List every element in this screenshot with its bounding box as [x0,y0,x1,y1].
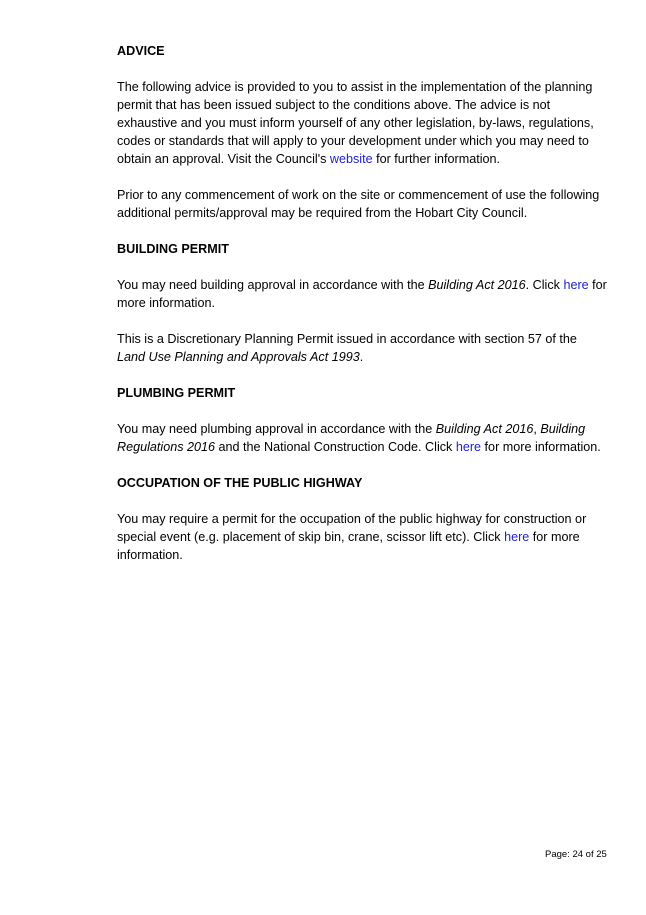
building-permit-paragraph [117,276,607,312]
advice-text-end: for further information. [372,152,500,166]
land-use-act-title: Land Use Planning and Approvals Act 1993 [117,350,360,364]
discretionary-permit-text-end: . [359,350,364,364]
building-act-title: Building Act 2016 [428,278,526,292]
advice-text: The following advice is provided to you to assist in the implementation of the planning permit that has been issued subject to the conditions above. The advice is not exhaustive and you must inform yourself of any other legislation, by-laws, regulations, codes or standards that will apply to your development under which you may need to obtain an approval. Visit the Council's [117,80,594,166]
building-act-title: Building Act 2016 [435,422,534,436]
plumbing-permit-paragraph [117,420,607,456]
plumbing-permit-text: You may need plumbing approval in accordance with the [117,422,436,436]
building-regulations-title: Building Regulations 2016 [117,422,586,454]
plumbing-permit-text-mid: and the National Construction Code. Click [215,440,456,454]
page-content [117,42,607,582]
building-permit-text-end: for more information. [117,278,607,310]
occupation-heading: OCCUPATION OF THE PUBLIC HIGHWAY [117,476,363,490]
advice-additional-permits-paragraph: Prior to any commencement of work on the site or commencement of use the following additional permits/approval may be required from the Hobart City Council. [117,188,600,220]
occupation-text: You may require a permit for the occupation of the public highway for construction or special event (e.g. placement of skip bin, crane, scissor lift etc). Click [117,512,587,544]
advice-heading: ADVICE [117,44,165,58]
advice-paragraph [117,78,607,168]
discretionary-permit-paragraph [117,330,607,366]
occupation-here-link[interactable]: here [504,530,530,544]
occupation-paragraph [117,510,607,564]
occupation-text-end: for more information. [117,530,580,562]
building-permit-text-mid: . Click [525,278,564,292]
plumbing-permit-here-link[interactable]: here [455,440,482,454]
plumbing-permit-heading: PLUMBING PERMIT [117,386,236,400]
discretionary-permit-text: This is a Discretionary Planning Permit issued in accordance with section 57 of the [117,332,577,346]
building-permit-here-link[interactable]: here [563,278,589,292]
plumbing-permit-text-end: for more information. [481,440,601,454]
building-permit-text: You may need building approval in accordance with the [117,278,429,292]
website-link[interactable]: website [329,152,373,166]
page-number: Page: 24 of 25 [545,849,607,860]
plumbing-permit-separator: , [533,422,541,436]
building-permit-heading: BUILDING PERMIT [117,242,229,256]
